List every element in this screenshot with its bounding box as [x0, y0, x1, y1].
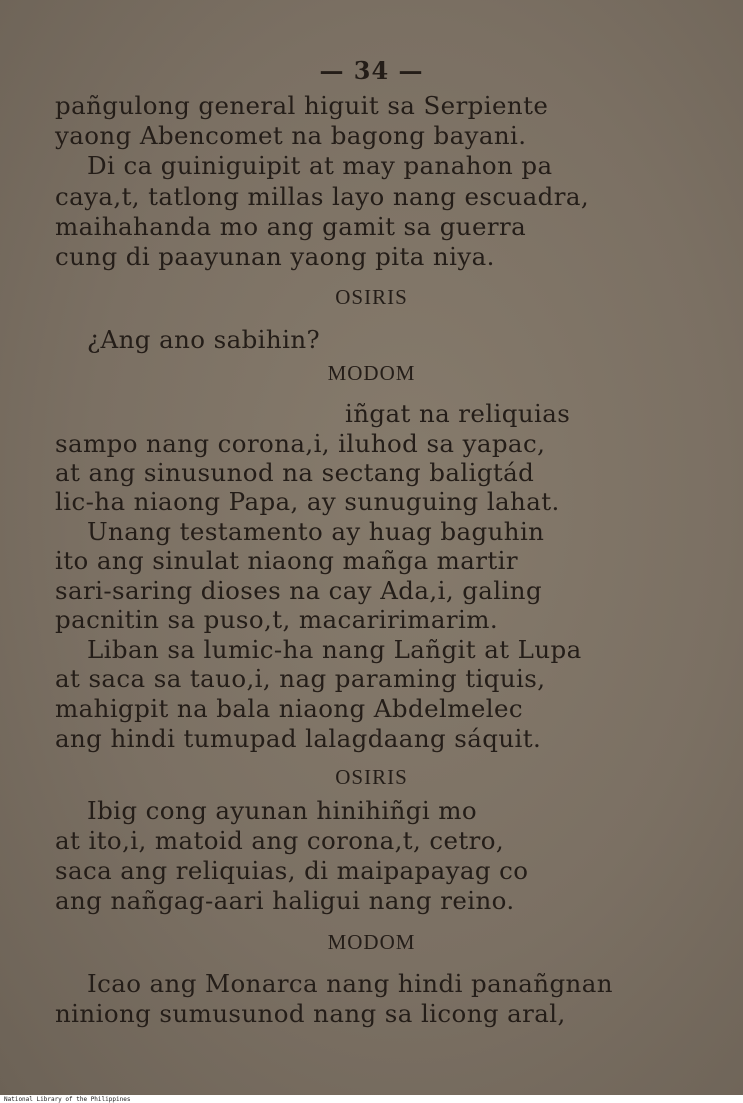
verse-line: niniong sumusunod nang sa licong aral, — [55, 999, 566, 1028]
speaker-name: MODOM — [327, 930, 416, 954]
verse-line: Unang testamento ay huag baguhin — [87, 517, 545, 546]
verse-line: pañgulong general higuit sa Serpiente — [55, 91, 549, 120]
verse-line: at saca sa tauo,i, nag paraming tiquis, — [55, 664, 546, 693]
verse-line: ¿Ang ano sabihin? — [87, 325, 321, 354]
verse-line: ang nañgag-aari haligui nang reino. — [55, 886, 515, 915]
verse-line: pacnitin sa puso,t, macaririmarim. — [55, 605, 499, 634]
speaker-name: OSIRIS — [335, 765, 408, 789]
verse-line: Ibig cong ayunan hinihiñgi mo — [87, 796, 478, 825]
speaker-name: MODOM — [327, 361, 416, 385]
verse-line: ang hindi tumupad lalagdaang sáquit. — [55, 724, 542, 753]
verse-line: lic-ha niaong Papa, ay sunuguing lahat. — [55, 487, 560, 516]
verse-line: iñgat na reliquias — [345, 399, 571, 428]
verse-line: yaong Abencomet na bagong bayani. — [55, 121, 527, 150]
verse-line: at ito,i, matoid ang corona,t, cetro, — [55, 826, 505, 855]
page-number: — 34 — — [319, 56, 424, 85]
speaker-name: OSIRIS — [335, 285, 408, 309]
verse-line: sari-saring dioses na cay Ada,i, galing — [55, 576, 543, 605]
verse-line: saca ang reliquias, di maipapayag co — [55, 856, 529, 885]
library-credit: National Library of the Philippines — [4, 1096, 131, 1103]
verse-line: maihahanda mo ang gamit sa guerra — [55, 212, 527, 241]
verse-line: sampo nang corona,i, iluhod sa yapac, — [55, 429, 546, 458]
verse-line: ito ang sinulat niaong mañga martir — [55, 546, 518, 575]
verse-line: Di ca guiniguipit at may panahon pa — [87, 151, 553, 180]
verse-line: caya,t, tatlong millas layo nang escuadra, — [55, 182, 590, 211]
verse-line: at ang sinusunod na sectang baligtád — [55, 458, 535, 487]
verse-line: cung di paayunan yaong pita niya. — [55, 242, 495, 271]
verse-line: Icao ang Monarca nang hindi panañgnan — [87, 969, 613, 998]
verse-line: Liban sa lumic-ha nang Lañgit at Lupa — [87, 635, 582, 664]
verse-line: mahigpit na bala niaong Abdelmelec — [55, 694, 523, 723]
